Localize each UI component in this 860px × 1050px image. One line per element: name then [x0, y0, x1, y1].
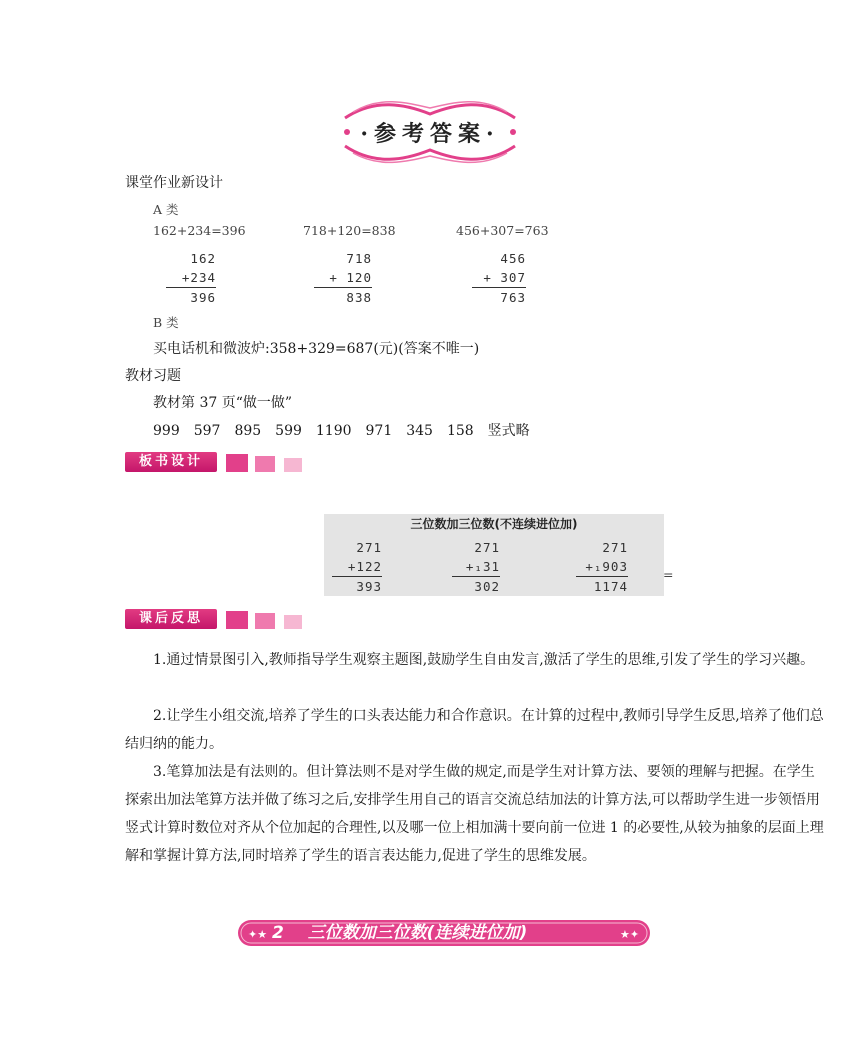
reflection-text-2: 2.让学生小组交流,培养了学生的口头表达能力和合作意识。在计算的过程中,教师引导学生反思,培养了他们总结归纳的能力。 [125, 708, 824, 752]
calc-top: 271 [602, 540, 628, 555]
board-calc-1 [332, 538, 382, 596]
calc-add: + 120 [329, 270, 372, 285]
calc-sum: 763 [472, 287, 526, 307]
decor-square [284, 615, 302, 629]
equation-3: 456+307=763 [456, 223, 549, 238]
calc-sum: 396 [166, 287, 216, 307]
board-calc-2 [452, 538, 500, 596]
reflection-label: 课后反思 [125, 609, 217, 629]
next-section-number: 2 [272, 923, 284, 943]
equation-1: 162+234=396 [153, 223, 246, 238]
next-section-banner [238, 918, 650, 948]
svg-text:★✦: ★✦ [620, 928, 640, 941]
textbook-ref: 教材第 37 页“做一做” [153, 395, 293, 411]
board-title: 三位数加三位数(不连续进位加) [410, 517, 578, 531]
decor-square [255, 613, 275, 629]
calc-top: 456 [500, 251, 526, 266]
reflection-text-3: 3.笔算加法是有法则的。但计算法则不是对学生做的规定,而是学生对计算方法、要领的理解与把握。在学生探索出加法笔算方法并做了练习之后,安排学生用自己的语言交流总结加法的计算方法,可以帮助学生进一步领悟用竖式计算时数位对齐从个位加起的合理性,以及哪一位上相加满十要向前一位进 1 的必要性,从较为抽象的层面上理解和掌握计算方法,同时培养了学生的语言表达能力,促进了学生的思维发展。 [125, 764, 824, 864]
board-design-label: 板书设计 [125, 452, 217, 472]
calc-sum: 393 [332, 576, 382, 596]
b-label: B 类 [153, 315, 179, 330]
reflection-paragraph-2 [125, 702, 825, 758]
calc-top: 271 [474, 540, 500, 555]
calc-add: +₁31 [465, 559, 500, 574]
calc-top: 271 [356, 540, 382, 555]
decor-square [284, 458, 302, 472]
vertical-calc-2 [314, 249, 372, 307]
calc-add: +234 [181, 270, 216, 285]
answer-banner [335, 96, 525, 168]
board-calc-3 [576, 538, 628, 596]
next-section-heading [272, 922, 527, 944]
decor-square [226, 454, 248, 472]
decor-square [226, 611, 248, 629]
calc-add: + 307 [483, 270, 526, 285]
reflection-text-1: 1.通过情景图引入,教师指导学生观察主题图,鼓励学生自由发言,激活了学生的思维,引发了学生的学习兴趣。 [153, 652, 815, 668]
b-answer: 买电话机和微波炉:358+329=687(元)(答案不唯一) [153, 341, 480, 357]
calc-top: 162 [190, 251, 216, 266]
calc-sum: 302 [452, 576, 500, 596]
a-label: A 类 [153, 202, 179, 217]
banner-title: ·参考答案· [360, 121, 500, 147]
vertical-calc-3 [472, 249, 526, 307]
calc-add: +₁903 [585, 559, 628, 574]
board-trailing: = [663, 567, 674, 582]
classwork-heading: 课堂作业新设计 [125, 175, 223, 191]
decor-square [255, 456, 275, 472]
next-section-title: 三位数加三位数(连续进位加) [307, 923, 528, 943]
textbook-answers: 999 597 895 599 1190 971 345 158 竖式略 [153, 423, 530, 439]
reflection-paragraph-1 [125, 646, 825, 674]
calc-top: 718 [346, 251, 372, 266]
calc-sum: 1174 [576, 576, 628, 596]
vertical-calc-1 [166, 249, 216, 307]
board-figure [324, 514, 664, 596]
calc-add: +122 [347, 559, 382, 574]
equation-2: 718+120=838 [303, 223, 396, 238]
textbook-heading: 教材习题 [125, 368, 181, 384]
calc-sum: 838 [314, 287, 372, 307]
svg-text:✦★: ✦★ [248, 928, 268, 941]
reflection-paragraph-3 [125, 758, 825, 870]
